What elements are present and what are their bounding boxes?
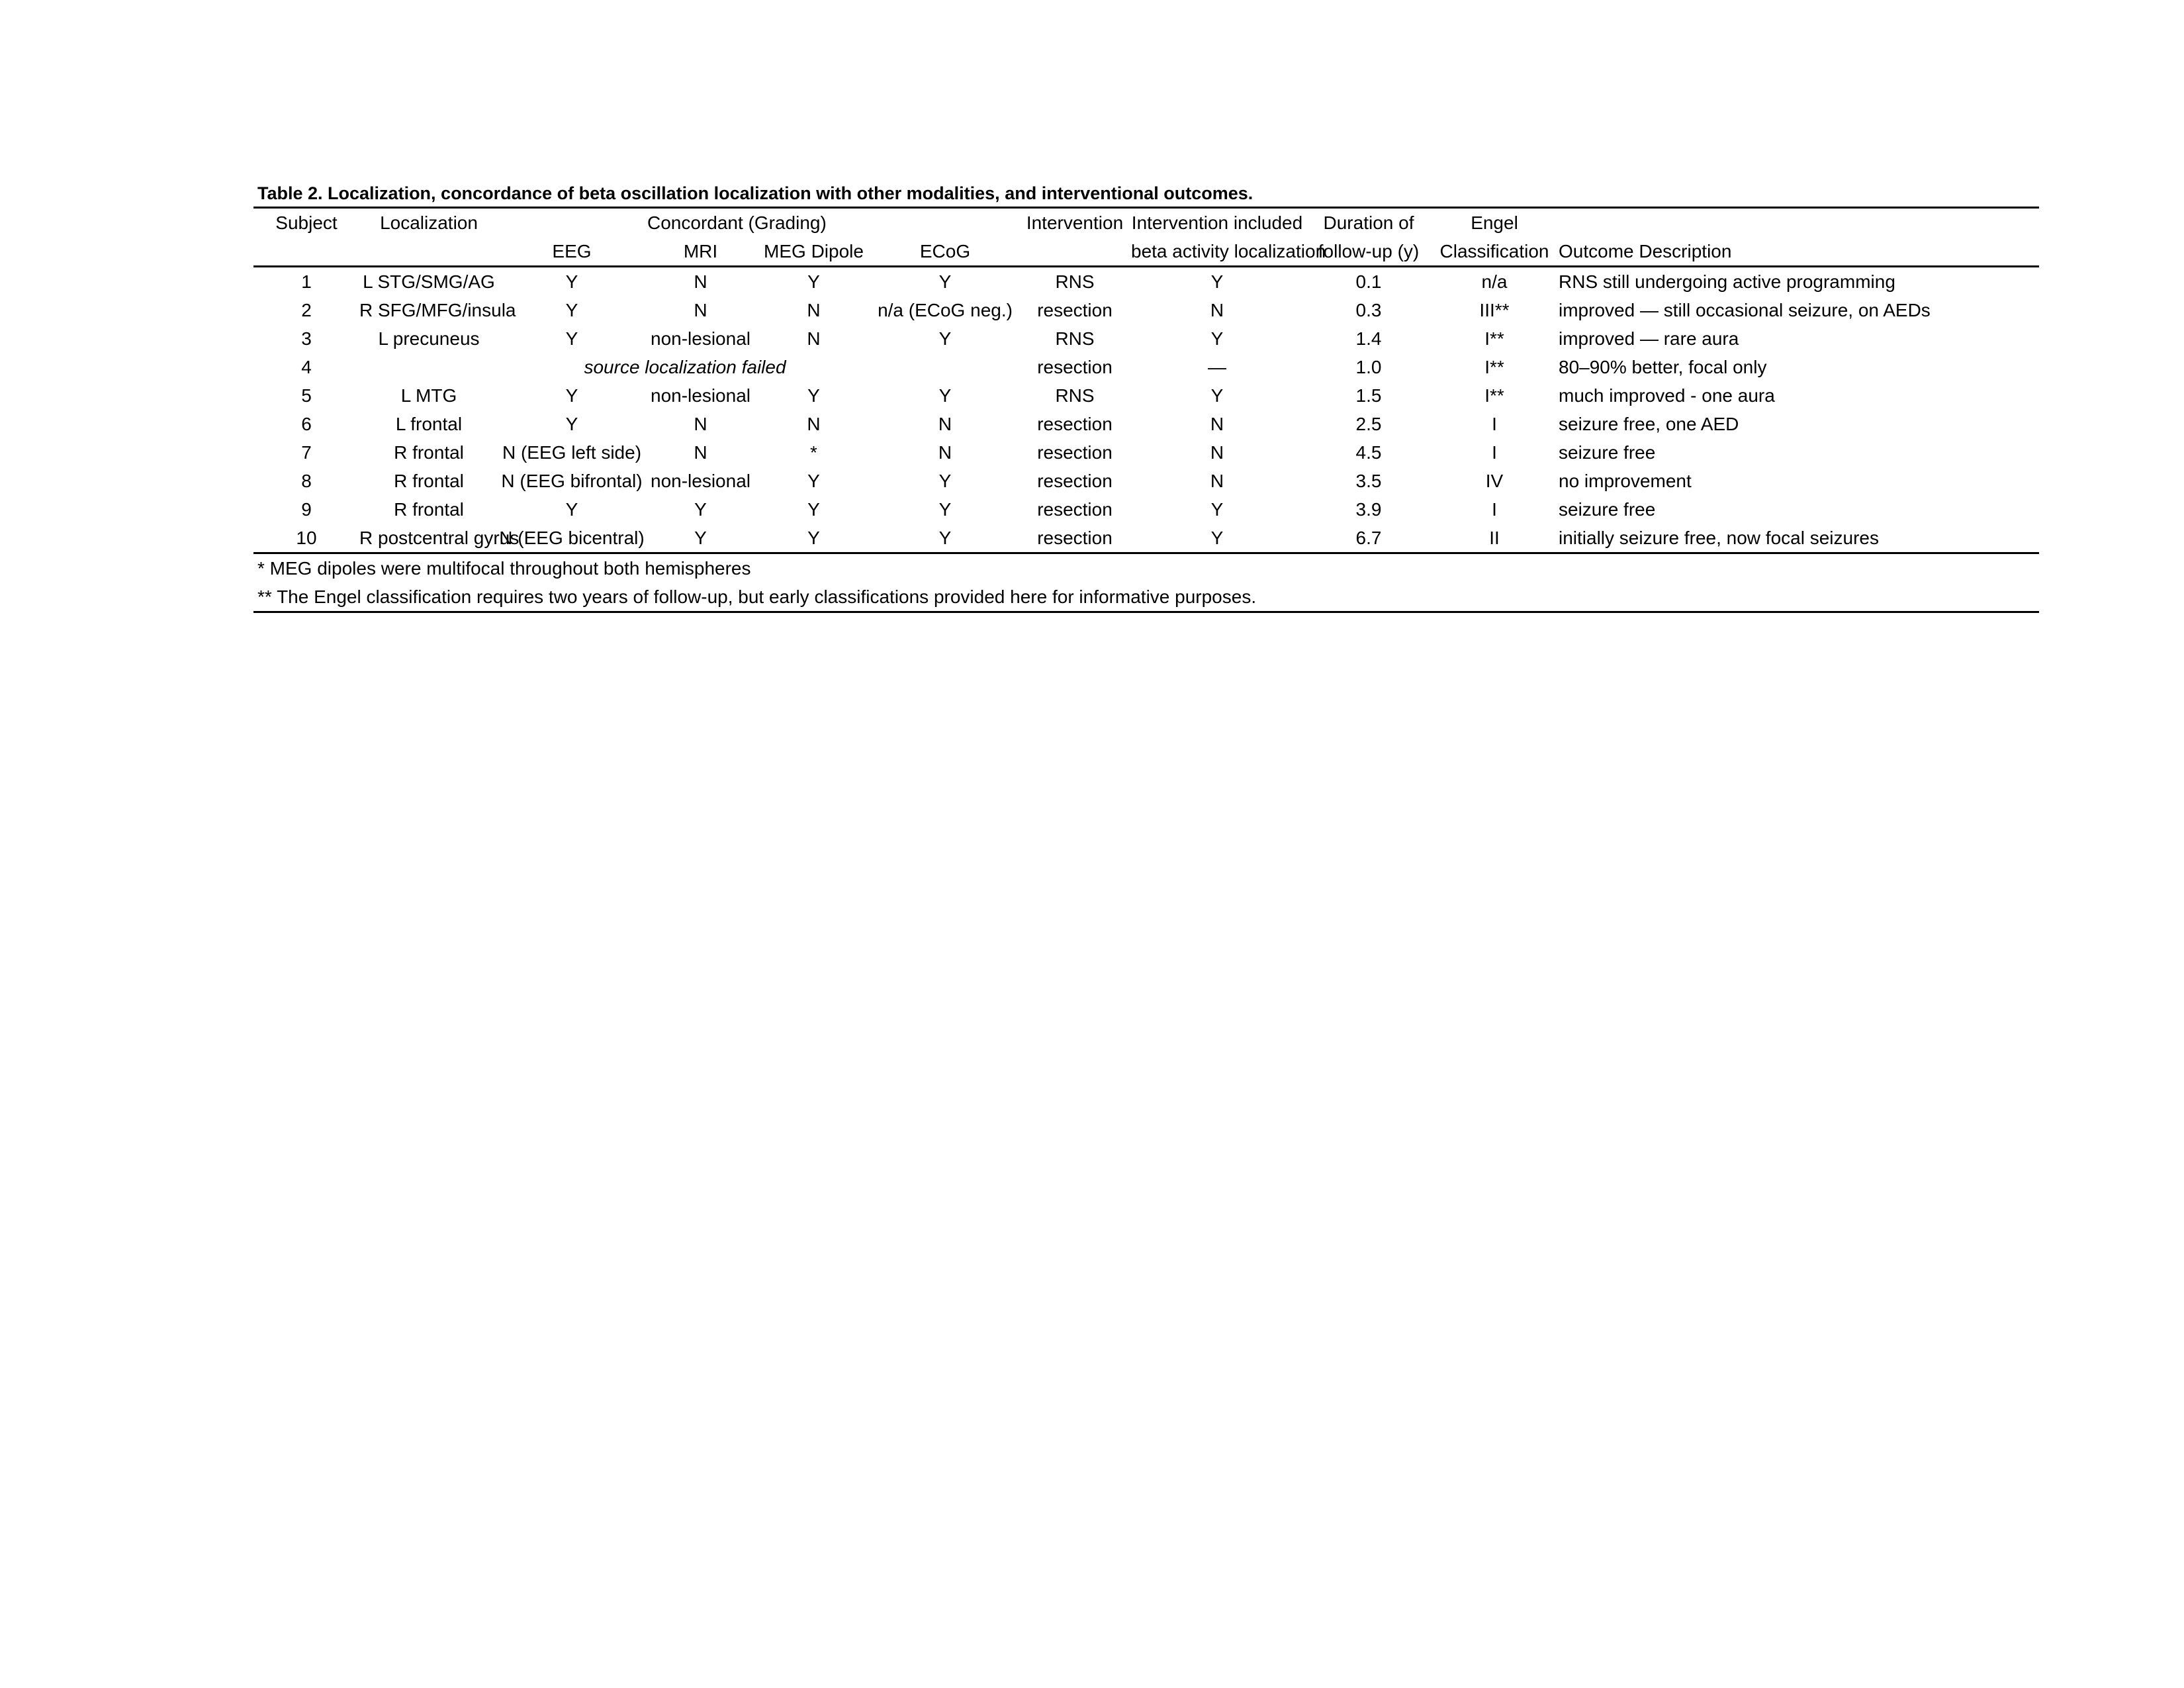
cell-eeg: N (EEG bicentral) xyxy=(498,524,645,553)
cell-intervention: resection xyxy=(1019,524,1131,553)
cell-duration: 3.9 xyxy=(1355,499,1382,520)
cell-ecog: Y xyxy=(938,385,952,406)
cell-intervention: RNS xyxy=(1055,328,1095,349)
table-row xyxy=(253,267,2039,297)
cell-ecog: N xyxy=(938,442,952,463)
cell-beta-included: Y xyxy=(1210,328,1224,349)
header-localization: Localization xyxy=(359,208,498,238)
cell-subject: 10 xyxy=(253,524,359,553)
cell-outcome: seizure free xyxy=(1559,442,1656,463)
footnote-row xyxy=(253,583,2039,612)
cell-blank xyxy=(872,353,1019,381)
cell-beta-included: N xyxy=(1210,471,1224,491)
cell-meg-dipole: Y xyxy=(807,385,820,406)
cell-engel: I xyxy=(1492,414,1497,434)
cell-eeg: N (EEG left side) xyxy=(502,442,642,463)
cell-ecog: n/a (ECoG neg.) xyxy=(878,300,1013,320)
cell-outcome: improved — rare aura xyxy=(1559,328,1739,349)
cell-eeg: Y xyxy=(565,414,578,434)
cell-beta-included: N xyxy=(1210,442,1224,463)
header-blank xyxy=(359,237,498,267)
cell-eeg: Y xyxy=(565,300,578,320)
cell-intervention: RNS xyxy=(1055,271,1095,292)
cell-localization: R frontal xyxy=(394,442,464,463)
cell-eeg: N (EEG bifrontal) xyxy=(501,471,643,491)
cell-engel: I xyxy=(1492,442,1497,463)
header-classification: Classification xyxy=(1434,237,1555,267)
cell-subject: 3 xyxy=(301,328,312,349)
header-intervention-included: Intervention included xyxy=(1131,208,1303,238)
cell-ecog: Y xyxy=(872,524,1019,553)
cell-meg-dipole: Y xyxy=(807,499,820,520)
cell-outcome: improved — still occasional seizure, on AEDs xyxy=(1559,300,1931,320)
cell-engel: I** xyxy=(1484,357,1504,377)
header-eeg: EEG xyxy=(498,237,645,267)
cell-engel: I** xyxy=(1484,385,1504,406)
cell-ecog: Y xyxy=(938,499,952,520)
cell-source-localization-failed: source localization failed xyxy=(584,357,786,377)
data-table xyxy=(253,207,2039,613)
cell-meg-dipole: * xyxy=(810,442,817,463)
cell-outcome: seizure free xyxy=(1559,499,1656,520)
footnote-meg-dipoles: * MEG dipoles were multifocal throughout both hemispheres xyxy=(257,558,751,579)
cell-engel: IV xyxy=(1485,471,1504,491)
table-row xyxy=(253,524,2039,553)
cell-engel: III** xyxy=(1479,300,1510,320)
cell-mri: non-lesional xyxy=(651,328,751,349)
cell-eeg: Y xyxy=(565,385,578,406)
cell-mri: Y xyxy=(694,499,707,520)
cell-subject: 4 xyxy=(301,357,312,377)
table-row xyxy=(253,410,2039,438)
cell-outcome: RNS still undergoing active programming xyxy=(1559,271,1895,292)
cell-duration: 1.0 xyxy=(1355,357,1382,377)
cell-subject: 9 xyxy=(301,499,312,520)
cell-outcome: much improved - one aura xyxy=(1559,385,1775,406)
cell-subject: 7 xyxy=(301,442,312,463)
cell-eeg: Y xyxy=(565,271,578,292)
cell-duration: 2.5 xyxy=(1355,414,1382,434)
header-ecog: ECoG xyxy=(872,237,1019,267)
cell-mri: N xyxy=(694,414,707,434)
cell-meg-dipole: N xyxy=(807,328,821,349)
header-beta-localization: beta activity localization xyxy=(1131,237,1303,267)
cell-subject: 8 xyxy=(301,471,312,491)
cell-beta-included: N xyxy=(1210,414,1224,434)
cell-outcome: seizure free, one AED xyxy=(1559,414,1739,434)
cell-intervention: resection xyxy=(1037,471,1113,491)
cell-meg-dipole: Y xyxy=(807,271,820,292)
cell-outcome: 80–90% better, focal only xyxy=(1559,357,1767,377)
cell-beta-included: Y xyxy=(1210,271,1224,292)
cell-ecog: Y xyxy=(938,328,952,349)
table-row xyxy=(253,324,2039,353)
cell-outcome: initially seizure free, now focal seizures xyxy=(1555,524,2039,553)
cell-localization: R frontal xyxy=(394,499,464,520)
cell-localization: R frontal xyxy=(394,471,464,491)
table-row xyxy=(253,467,2039,495)
header-duration: Duration of xyxy=(1303,208,1434,238)
cell-duration: 0.1 xyxy=(1355,271,1382,292)
cell-intervention: resection xyxy=(1037,414,1113,434)
cell-localization: L precuneus xyxy=(378,328,480,349)
cell-engel: I xyxy=(1492,499,1497,520)
cell-engel: n/a xyxy=(1481,271,1508,292)
cell-intervention: resection xyxy=(1037,442,1113,463)
cell-subject: 1 xyxy=(301,271,312,292)
header-mri: MRI xyxy=(645,237,756,267)
header-intervention: Intervention xyxy=(1019,208,1131,238)
header-row-2 xyxy=(253,237,2039,267)
cell-beta-included: Y xyxy=(1210,499,1224,520)
header-row-1 xyxy=(253,208,2039,238)
header-blank xyxy=(253,237,359,267)
cell-localization: L frontal xyxy=(395,414,463,434)
cell-beta-included: N xyxy=(1210,300,1224,320)
table-row xyxy=(253,353,2039,381)
table-title: Table 2. Localization, concordance of beta oscillation localization with other modalities, and interventional outcomes. xyxy=(257,183,1253,203)
cell-duration: 3.5 xyxy=(1355,471,1382,491)
cell-localization: L MTG xyxy=(400,385,457,406)
cell-meg-dipole: Y xyxy=(756,524,872,553)
cell-localization: R postcentral gyrus xyxy=(359,524,498,553)
header-outcome-description: Outcome Description xyxy=(1555,237,2039,267)
cell-duration: 1.5 xyxy=(1355,385,1382,406)
footnote-row xyxy=(253,553,2039,583)
footnote-engel-classification: ** The Engel classification requires two years of follow-up, but early classifications provided here for informative purposes. xyxy=(253,583,2039,612)
cell-localization: L STG/SMG/AG xyxy=(363,271,495,292)
cell-engel: II xyxy=(1434,524,1555,553)
table-container xyxy=(253,180,2039,613)
header-engel: Engel xyxy=(1434,208,1555,238)
cell-beta-included: Y xyxy=(1210,385,1224,406)
header-blank xyxy=(1555,208,2039,238)
cell-eeg: Y xyxy=(565,499,578,520)
cell-mri: N xyxy=(694,300,707,320)
cell-intervention: resection xyxy=(1037,300,1113,320)
cell-subject: 2 xyxy=(301,300,312,320)
cell-duration: 4.5 xyxy=(1355,442,1382,463)
cell-engel: I** xyxy=(1484,328,1504,349)
cell-eeg: Y xyxy=(565,328,578,349)
table-row xyxy=(253,495,2039,524)
cell-mri: Y xyxy=(645,524,756,553)
cell-beta-included: — xyxy=(1208,357,1226,377)
cell-intervention: RNS xyxy=(1055,385,1095,406)
cell-mri: N xyxy=(694,442,707,463)
cell-subject: 5 xyxy=(301,385,312,406)
cell-mri: non-lesional xyxy=(651,385,751,406)
cell-outcome: no improvement xyxy=(1559,471,1692,491)
cell-mri: N xyxy=(694,271,707,292)
cell-mri: non-lesional xyxy=(651,471,751,491)
table-row xyxy=(253,381,2039,410)
header-follow-up: follow-up (y) xyxy=(1303,237,1434,267)
header-concordant-grading: Concordant (Grading) xyxy=(498,208,1019,238)
cell-beta-included: Y xyxy=(1131,524,1303,553)
cell-intervention: resection xyxy=(1037,357,1113,377)
cell-ecog: Y xyxy=(938,471,952,491)
header-meg-dipole: MEG Dipole xyxy=(756,237,872,267)
cell-subject: 6 xyxy=(301,414,312,434)
cell-duration: 6.7 xyxy=(1303,524,1434,553)
cell-ecog: N xyxy=(938,414,952,434)
cell-meg-dipole: N xyxy=(807,300,821,320)
header-subject: Subject xyxy=(253,208,359,238)
cell-ecog: Y xyxy=(938,271,952,292)
cell-intervention: resection xyxy=(1037,499,1113,520)
table-row xyxy=(253,438,2039,467)
cell-duration: 0.3 xyxy=(1355,300,1382,320)
cell-meg-dipole: N xyxy=(807,414,821,434)
cell-localization: R SFG/MFG/insula xyxy=(359,300,516,320)
header-blank xyxy=(1019,237,1131,267)
cell-meg-dipole: Y xyxy=(807,471,820,491)
table-row xyxy=(253,296,2039,324)
cell-blank xyxy=(359,353,498,381)
cell-duration: 1.4 xyxy=(1355,328,1382,349)
